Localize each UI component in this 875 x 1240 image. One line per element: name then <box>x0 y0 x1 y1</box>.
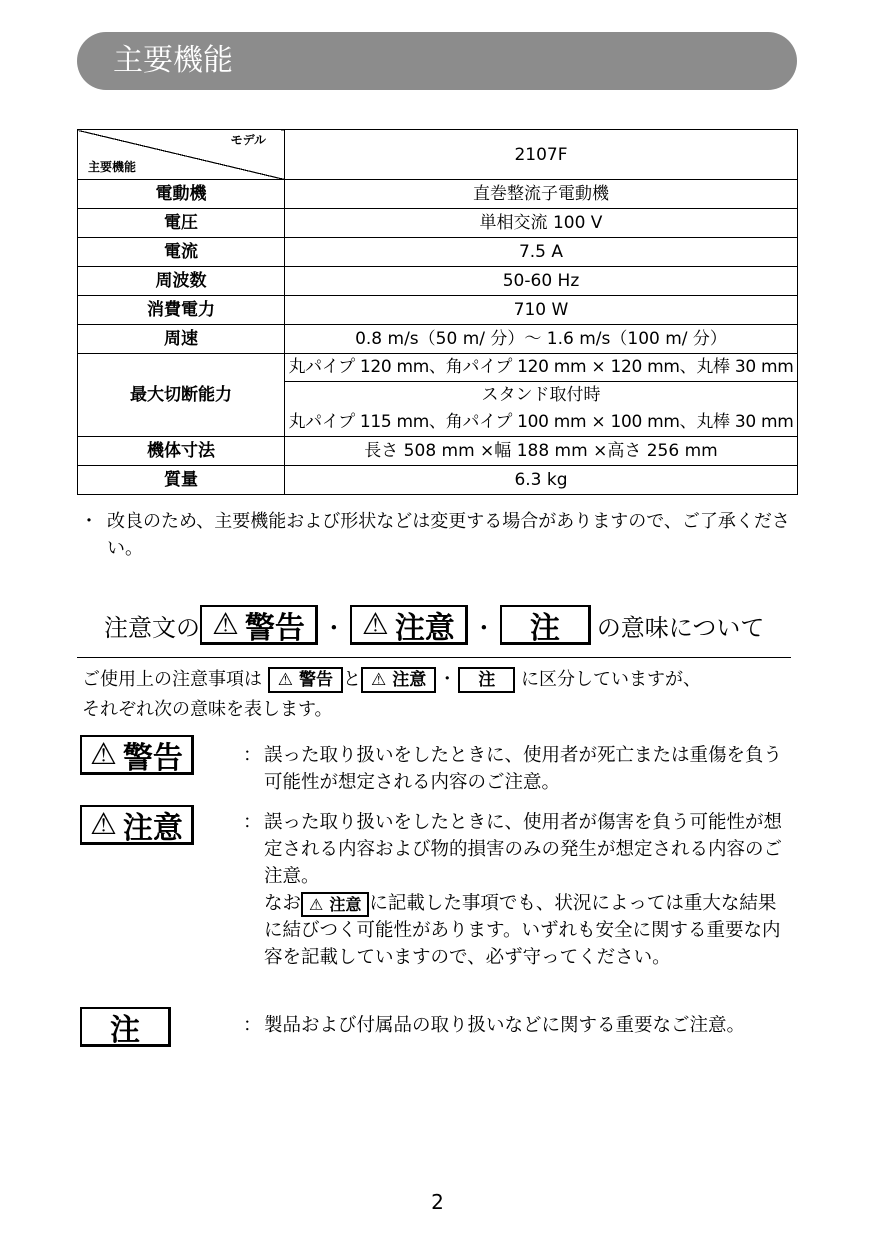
caution-label-box <box>301 892 369 917</box>
caution-label: 注意 <box>392 670 427 690</box>
note-definition-box <box>80 1007 171 1047</box>
title-prefix: 注意文の <box>104 613 200 642</box>
caution-definition-box <box>80 805 194 845</box>
caution-label-box <box>361 667 436 693</box>
title-separator: ・ <box>471 613 496 642</box>
intro-and: と <box>342 669 361 690</box>
row-value: 長さ 508 mm ×幅 188 mm ×高さ 256 mm <box>285 437 798 466</box>
row-value: 710 W <box>285 296 798 325</box>
warning-label-box <box>200 605 318 645</box>
caution-definition-text: 誤った取り扱いをしたときに、使用者が傷害を負う可能性が想定される内容および物的損害のみの発生が想定される内容のご注意。 <box>264 812 783 887</box>
row-value: 6.3 kg <box>285 466 798 495</box>
caution-extra-prefix: なお <box>264 893 302 914</box>
warning-label: 警告 <box>122 740 183 776</box>
note-label: 注 <box>478 670 496 690</box>
warning-label: 警告 <box>244 610 305 646</box>
note-definition <box>243 1012 791 1039</box>
note-label: 注 <box>529 610 560 646</box>
header-spec-label: 主要機能 <box>88 160 137 174</box>
caution-label: 注意 <box>329 894 362 914</box>
note-label-box <box>500 605 591 645</box>
note-definition-text: 製品および付属品の取り扱いなどに関する重要なご注意。 <box>264 1015 746 1036</box>
table-row <box>78 180 798 209</box>
intro-line-2: それぞれ次の意味を表します。 <box>82 699 333 720</box>
table-row <box>78 238 798 267</box>
section-title: 主要機能 <box>113 43 233 78</box>
definition-colon: ： <box>243 1015 262 1036</box>
title-suffix: の意味について <box>596 613 765 642</box>
warning-triangle-icon: ⚠ <box>277 670 293 690</box>
warning-triangle-icon: ⚠ <box>370 670 387 690</box>
table-row <box>78 437 798 466</box>
warning-triangle-icon: ⚠ <box>361 607 389 642</box>
row-label: 機体寸法 <box>78 437 285 466</box>
warning-definition <box>243 742 791 796</box>
table-row <box>78 354 798 382</box>
caution-label: 注意 <box>394 610 455 646</box>
note-text: 改良のため、主要機能および形状などは変更する場合がありますので、ご了承ください。 <box>107 511 790 559</box>
warning-triangle-icon: ⚠ <box>90 737 117 772</box>
diagonal-header-cell <box>78 130 285 180</box>
caution-label-box <box>350 605 468 645</box>
section-header <box>77 32 797 90</box>
model-name: 2107F <box>285 130 798 180</box>
caution-section-title <box>104 604 764 646</box>
caution-definition <box>243 809 791 971</box>
intro-prefix: ご使用上の注意事項は <box>82 669 262 690</box>
warning-triangle-icon: ⚠ <box>90 807 117 842</box>
caution-definition-extra <box>264 890 791 971</box>
divider <box>77 657 791 658</box>
row-label: 周速 <box>78 325 285 354</box>
table-row <box>78 325 798 354</box>
note-label-box <box>458 667 515 693</box>
title-separator: ・ <box>321 613 346 642</box>
table-row <box>78 209 798 238</box>
row-label: 質量 <box>78 466 285 495</box>
row-value: 直巻整流子電動機 <box>285 180 798 209</box>
header-model-label: モデル <box>230 133 266 147</box>
cutting-capacity-stand-label: スタンド取付時 <box>285 382 798 410</box>
table-row <box>78 296 798 325</box>
intro-separator: ・ <box>438 669 457 690</box>
caution-intro <box>82 665 802 725</box>
specs-header-row <box>78 130 798 180</box>
note-bullet: ・ <box>80 511 98 532</box>
definition-colon: ： <box>243 745 262 766</box>
table-row <box>78 466 798 495</box>
definition-colon: ： <box>243 812 262 833</box>
cutting-capacity-label: 最大切断能力 <box>78 354 285 437</box>
spec-change-note <box>80 508 800 562</box>
row-value: 50-60 Hz <box>285 267 798 296</box>
row-label: 電圧 <box>78 209 285 238</box>
warning-label: 警告 <box>298 670 333 690</box>
note-label: 注 <box>110 1012 140 1048</box>
warning-triangle-icon: ⚠ <box>309 894 324 914</box>
row-label: 消費電力 <box>78 296 285 325</box>
row-value: 0.8 m/s（50 m/ 分）～ 1.6 m/s（100 m/ 分） <box>285 325 798 354</box>
row-value: 単相交流 100 V <box>285 209 798 238</box>
cutting-capacity-line: 丸パイプ 120 mm、角パイプ 120 mm × 120 mm、丸棒 30 mm <box>285 354 798 382</box>
row-label: 電流 <box>78 238 285 267</box>
caution-extra-suffix: に記載した事項でも、状況によっては重大な結果に結びつく可能性があります。いずれも安全に関する重要な内容を記載していますので、必ず守ってください。 <box>264 893 781 968</box>
table-row <box>78 267 798 296</box>
specs-table <box>77 129 798 495</box>
warning-definition-text: 誤った取り扱いをしたときに、使用者が死亡または重傷を負う可能性が想定される内容のご注意。 <box>264 745 783 793</box>
warning-label-box <box>268 667 343 693</box>
cutting-capacity-line: 丸パイプ 115 mm、角パイプ 100 mm × 100 mm、丸棒 30 mm <box>285 409 798 437</box>
intro-suffix: に区分していますが、 <box>520 669 701 690</box>
page-number: 2 <box>431 1190 444 1214</box>
warning-definition-box <box>80 735 194 775</box>
row-label: 電動機 <box>78 180 285 209</box>
warning-triangle-icon: ⚠ <box>212 607 239 642</box>
row-label: 周波数 <box>78 267 285 296</box>
row-value: 7.5 A <box>285 238 798 267</box>
caution-label: 注意 <box>122 810 183 846</box>
